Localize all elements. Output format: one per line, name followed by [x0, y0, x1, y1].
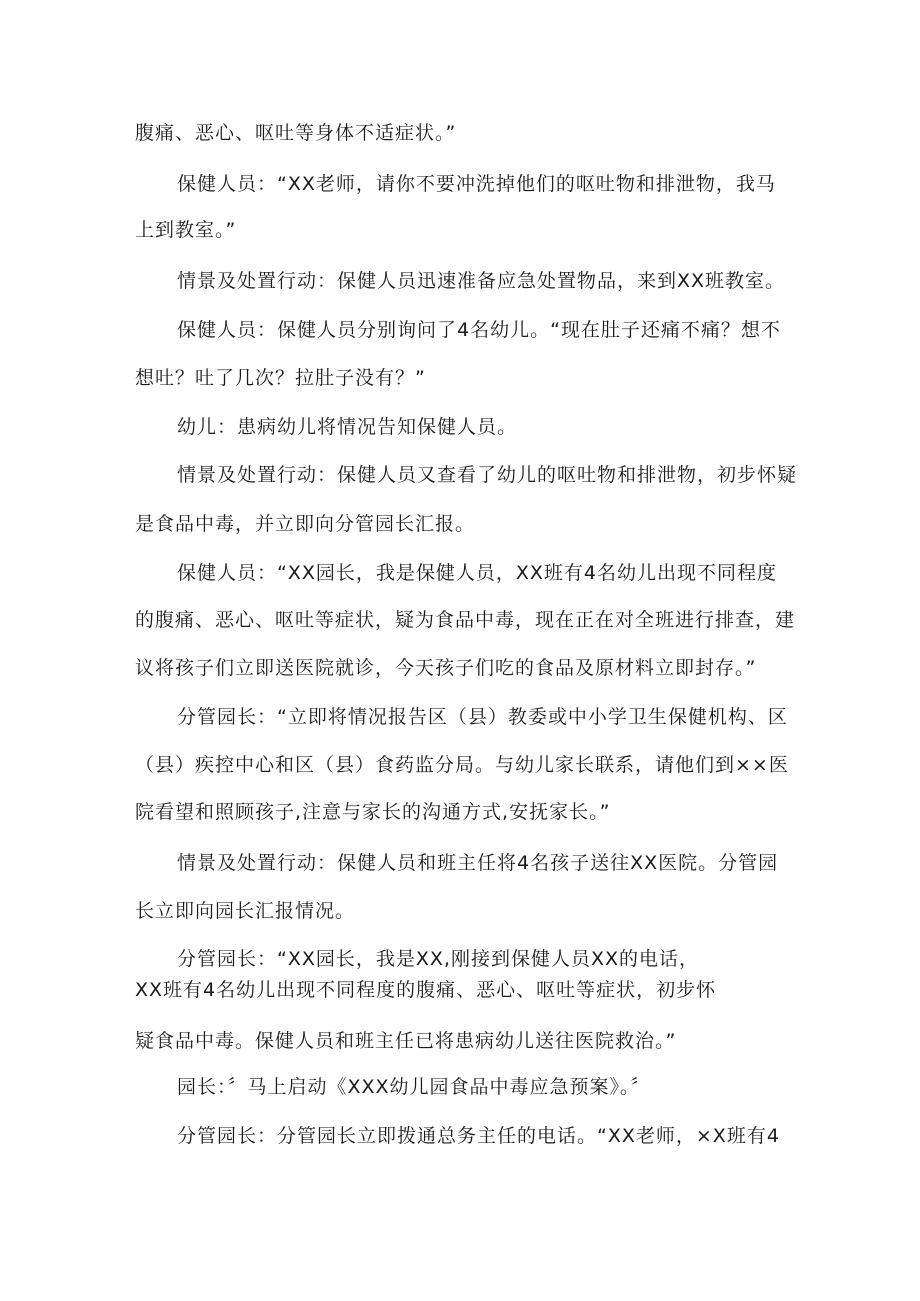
paragraph-line: 的腹痛、恶心、呕吐等症状，疑为食品中毒，现在正在对全班进行排查，建 [135, 609, 796, 631]
paragraph-line: 园长：〞马上启动《XXX幼儿园食品中毒应急预案》。〞 [177, 1076, 651, 1098]
paragraph-line: （县）疾控中心和区（县）食药监分局。与幼儿家长联系，请他们到××医 [135, 754, 789, 776]
paragraph-line: 幼儿：患病幼儿将情况告知保健人员。 [177, 416, 518, 438]
paragraph-line: 保健人员：“XX老师，请你不要冲洗掉他们的呕吐物和排泄物，我马 [177, 173, 776, 195]
paragraph-line: 疑食品中毒。保健人员和班主任已将患病幼儿送往医院救治。” [135, 1030, 677, 1052]
paragraph-line: 分管园长：“立即将情况报告区（县）教委或中小学卫生保健机构、区 [177, 706, 788, 728]
paragraph-line: 上到教室。” [135, 219, 237, 241]
paragraph-line: 长立即向园长汇报情况。 [135, 900, 356, 922]
paragraph-line: 保健人员：“XX园长，我是保健人员，XX班有4名幼儿出现不同程度 [177, 562, 777, 584]
paragraph-line: 想吐？吐了几次？拉肚子没有？” [135, 367, 426, 389]
paragraph-line: 院看望和照顾孩子,注意与家长的沟通方式,安抚家长。” [135, 801, 611, 823]
paragraph-line: XX班有4名幼儿出现不同程度的腹痛、恶心、呕吐等症状，初步怀 [135, 979, 717, 1001]
paragraph-line: 保健人员：保健人员分别询问了4名幼儿。“现在肚子还痛不痛？想不 [177, 319, 781, 341]
paragraph-line: 情景及处置行动：保健人员又查看了幼儿的呕吐物和排泄物，初步怀疑 [177, 464, 798, 486]
paragraph-line: 是食品中毒，并立即向分管园长汇报。 [135, 513, 476, 535]
paragraph-line: 分管园长：“XX园长，我是XX,刚接到保健人员XX的电话， [177, 948, 699, 970]
paragraph-line: 情景及处置行动：保健人员迅速准备应急处置物品，来到XX班教室。 [177, 270, 786, 292]
paragraph-line: 情景及处置行动：保健人员和班主任将4名孩子送往XX医院。分管园 [177, 852, 779, 874]
paragraph-line: 分管园长：分管园长立即拨通总务主任的电话。“XX老师，×X班有4 [177, 1125, 780, 1147]
paragraph-line: 腹痛、恶心、呕吐等身体不适症状。” [135, 122, 457, 144]
paragraph-line: 议将孩子们立即送医院就诊，今天孩子们吃的食品及原材料立即封存。” [135, 657, 757, 679]
